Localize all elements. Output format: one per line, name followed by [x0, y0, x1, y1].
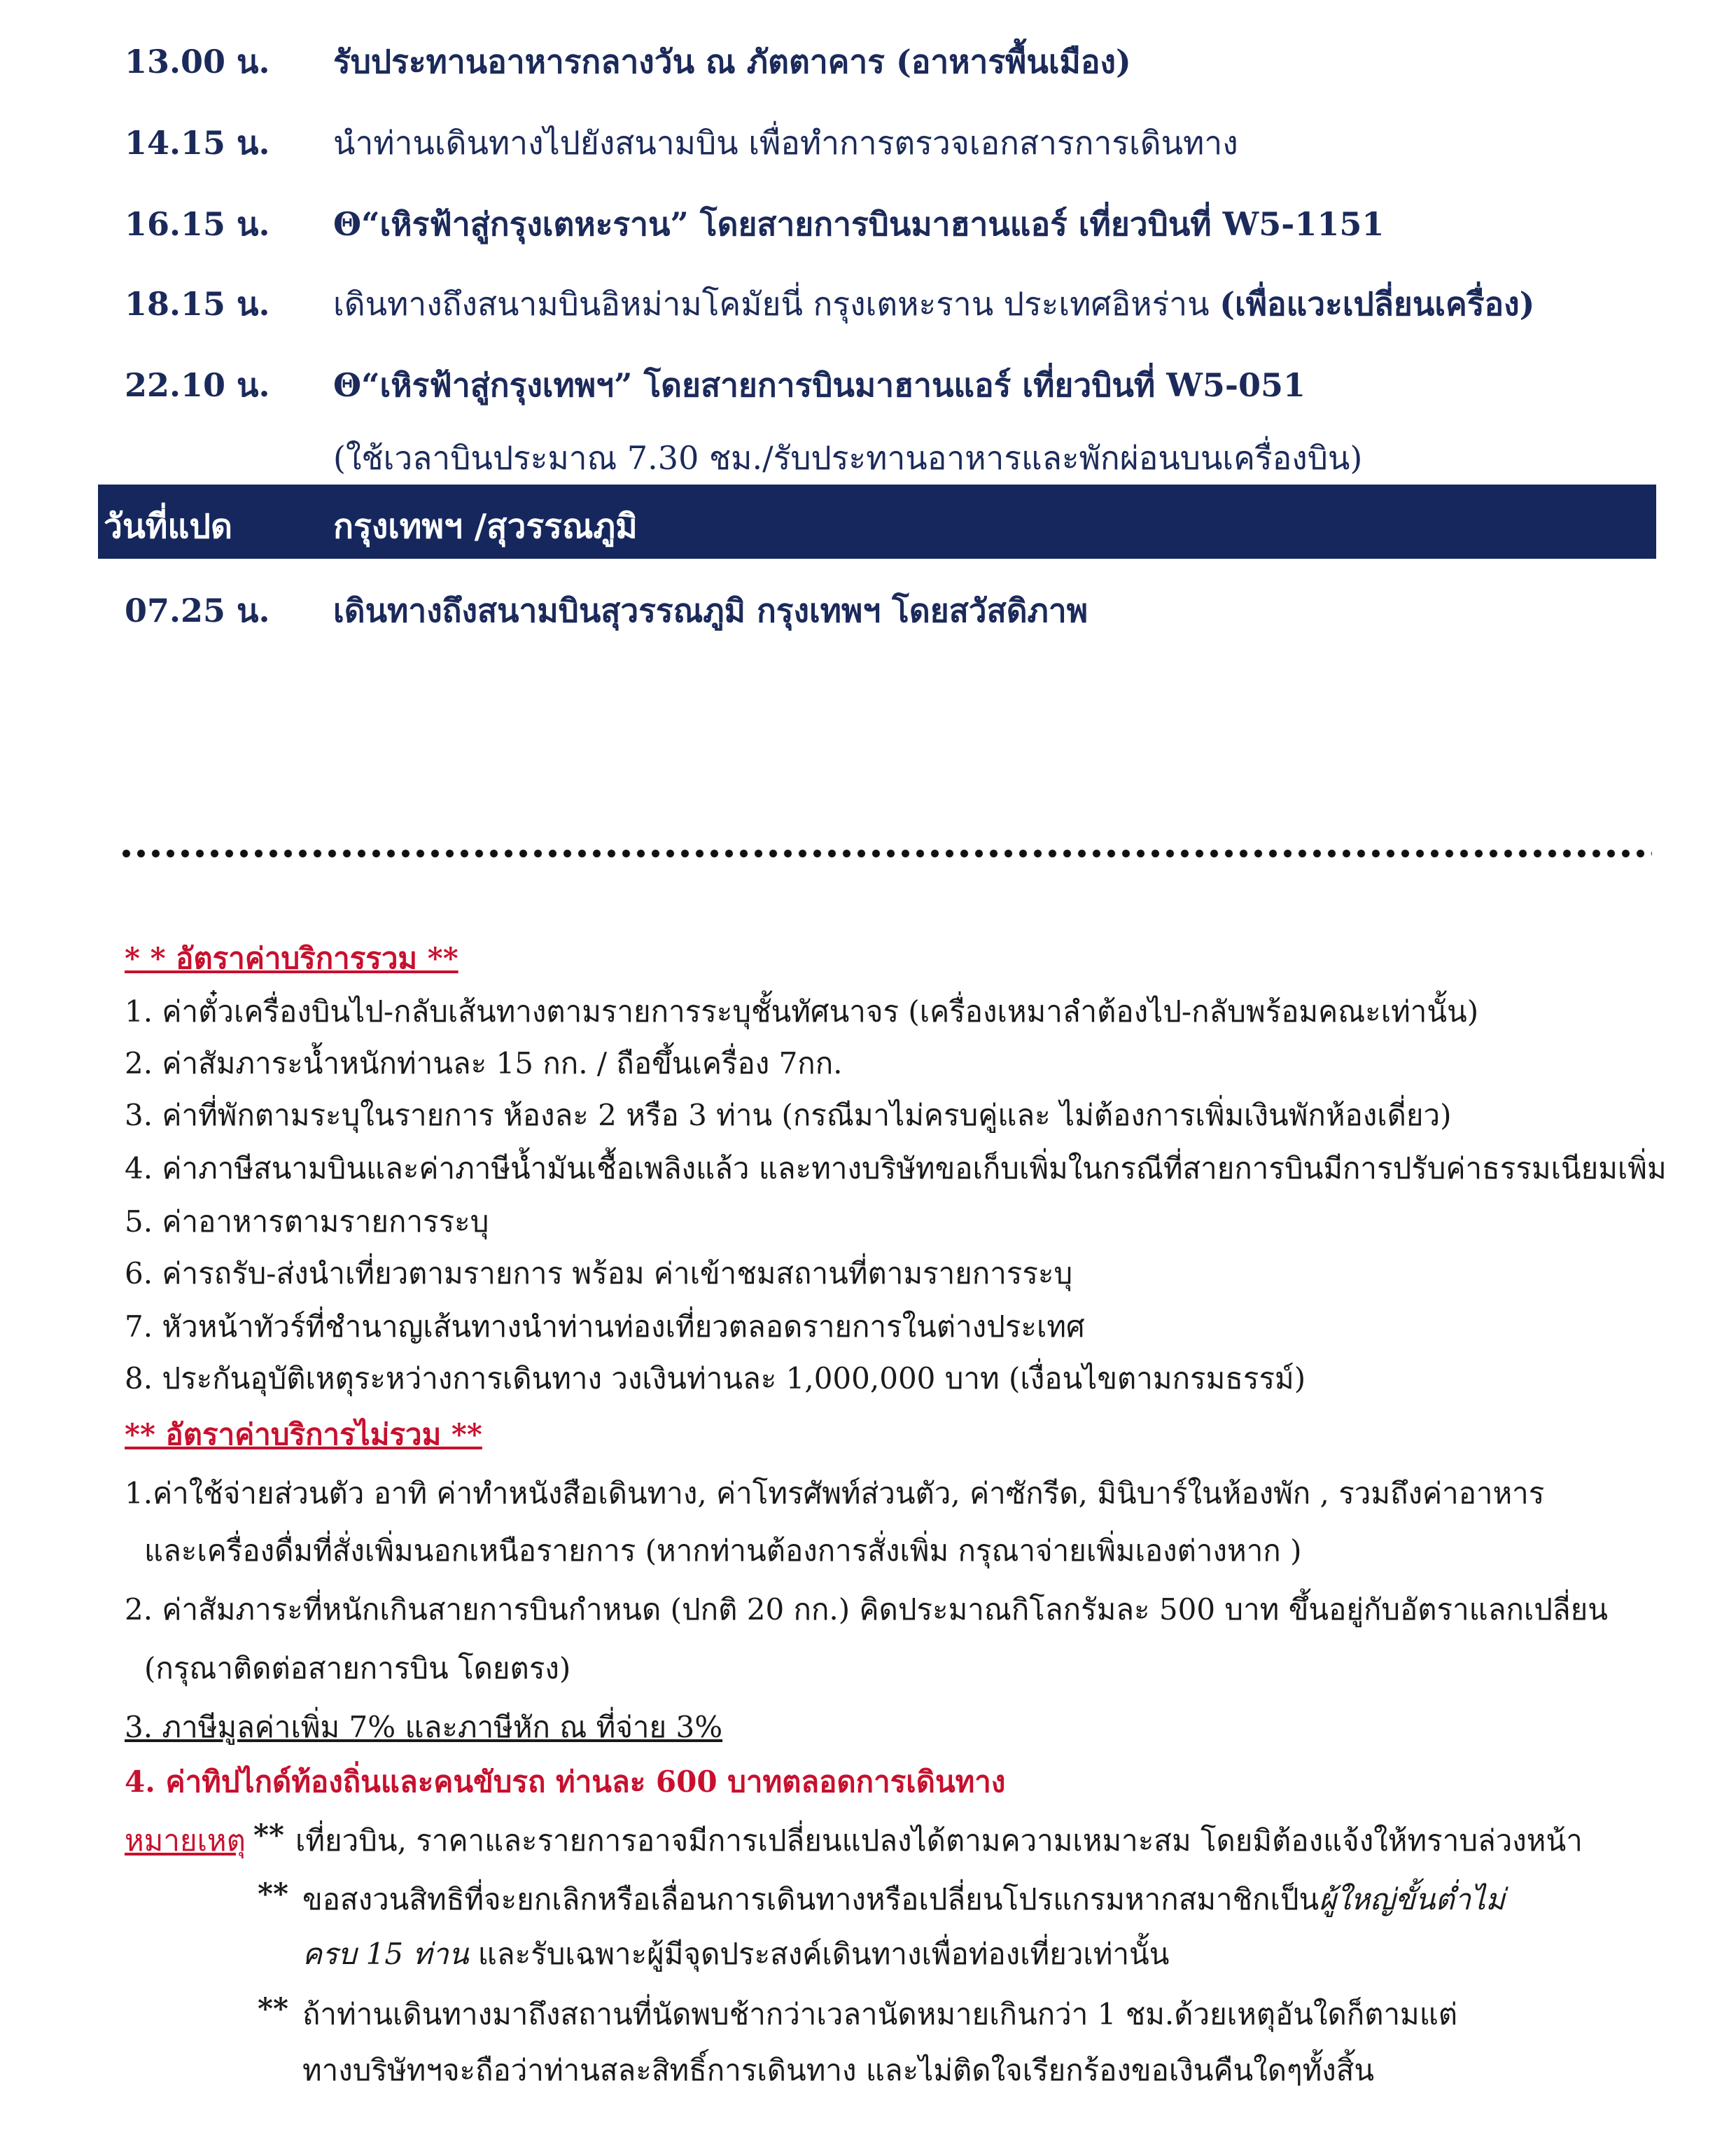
remark-2-line-2 [302, 1931, 1169, 1977]
time-1615: 16.15 น. [125, 205, 270, 243]
included-item-8: 8. ประกันอุบัติเหตุระหว่างการเดินทาง วงเงินท่านละ 1,000,000 บาท (เงื่อนไขตามกรมธรรม์) [125, 1361, 1306, 1395]
included-item-3: 3. ค่าที่พักตามระบุในรายการ ห้องละ 2 หรือ 3 ท่าน (กรณีมาไม่ครบคู่และ ไม่ต้องการเพิ่มเงินพักห้องเดี่ยว) [125, 1098, 1452, 1132]
itinerary-text-1415: นำท่านเดินทางไปยังสนามบิน เพื่อทำการตรวจเอกสารการเดินทาง [333, 124, 1238, 162]
plane-symbol-icon: Θ [333, 205, 362, 243]
remark-2-line-1 [302, 1877, 1505, 1923]
time-1815: 18.15 น. [125, 285, 270, 323]
dotted-divider [119, 846, 1652, 861]
transfer-note: (เพื่อแวะเปลี่ยนเครื่อง) [1219, 285, 1535, 323]
day-label: วันที่แปด [104, 507, 232, 546]
remark-2-rest: และรับเฉพาะผู้มีจุดประสงค์เดินทางเพื่อท่องเที่ยวเท่านั้น [468, 1937, 1170, 1971]
itinerary-text-2210 [333, 360, 1306, 411]
time-0725: 07.25 น. [125, 592, 270, 629]
remark-2-text: ขอสงวนสิทธิที่จะยกเลิกหรือเลื่อนการเดินทางหรือเปลี่ยนโปรแกรมหากสมาชิกเป็น [302, 1882, 1320, 1916]
flight-text: “เหิรฟ้าสู่กรุงเทพฯ” โดยสายการบินมาฮานแอร์ เที่ยวบินที่ W5-051 [361, 366, 1306, 404]
flight-duration-note: (ใช้เวลาบินประมาณ 7.30 ชม./รับประทานอาหารและพักผ่อนบนเครื่องบิน) [333, 439, 1363, 477]
plane-symbol-icon: Θ [333, 366, 362, 404]
arrival-tehran-text: เดินทางถึงสนามบินอิหม่ามโคมัยนี่ กรุงเตหะราน ประเทศอิหร่าน [333, 285, 1210, 323]
time-1415: 14.15 น. [125, 124, 270, 162]
included-item-6: 6. ค่ารถรับ-ส่งนำเที่ยวตามรายการ พร้อม ค่าเข้าชมสถานที่ตามรายการระบุ [125, 1256, 1073, 1290]
remark-2-italic-b: ครบ 15 ท่าน [302, 1937, 469, 1971]
included-item-1: 1. ค่าตั๋วเครื่องบินไป-กลับเส้นทางตามรายการระบุชั้นทัศนาจร (เครื่องเหมาลำต้องไป-กลับพร้อมคณะเท่านั้น) [125, 994, 1479, 1029]
flight-text: “เหิรฟ้าสู่กรุงเตหะราน” โดยสายการบินมาฮานแอร์ เที่ยวบินที่ W5-1151 [361, 205, 1385, 243]
excluded-item-2-line-1: 2. ค่าสัมภาระที่หนักเกินสายการบินกำหนด (ปกติ 20 กก.) คิดประมาณกิโลกรัมละ 500 บาท ขึ้นอยู่กับอัตราแลกเปลี่ยน [125, 1592, 1608, 1627]
included-item-4: 4. ค่าภาษีสนามบินและค่าภาษีน้ำมันเชื้อเพลิงแล้ว และทางบริษัทขอเก็บเพิ่มในกรณีที่สายการบินมีการปรับค่าธรรมเนียมเพิ่ม [125, 1151, 1667, 1185]
included-item-5: 5. ค่าอาหารตามรายการระบุ [125, 1204, 489, 1239]
excluded-item-3: 3. ภาษีมูลค่าเพิ่ม 7% และภาษีหัก ณ ที่จ่าย 3% [125, 1710, 723, 1744]
excluded-heading: ** อัตราค่าบริการไม่รวม ** [125, 1417, 482, 1452]
remark-3-stars: ** [258, 1991, 288, 2026]
included-item-2: 2. ค่าสัมภาระน้ำหนักท่านละ 15 กก. / ถือขึ้นเครื่อง 7กก. [125, 1046, 843, 1080]
excluded-item-4: 4. ค่าทิปไกด์ท้องถิ่นและคนขับรถ ท่านละ 600 บาทตลอดการเดินทาง [125, 1764, 1006, 1799]
time-2210: 22.10 น. [125, 366, 270, 404]
remarks-stars: ** [253, 1818, 284, 1852]
itinerary-text-1815 [333, 279, 1534, 330]
excluded-item-2-line-2: (กรุณาติดต่อสายการบิน โดยตรง) [144, 1651, 571, 1685]
remark-2-stars: ** [258, 1877, 288, 1911]
included-heading: * * อัตราค่าบริการรวม ** [125, 941, 458, 975]
remark-2-italic-a: ผู้ใหญ่ขั้นต่ำไม่ [1319, 1882, 1505, 1916]
arrival-text: เดินทางถึงสนามบินสุวรรณภูมิ กรุงเทพฯ โดยสวัสดิภาพ [333, 592, 1088, 629]
remark-1: เที่ยวบิน, ราคาและรายการอาจมีการเปลี่ยนแปลงได้ตามความเหมาะสม โดยมิต้องแจ้งให้ทราบล่วงหน้า [295, 1823, 1583, 1858]
remark-3-line-1: ถ้าท่านเดินทางมาถึงสถานที่นัดพบช้ากว่าเวลานัดหมายเกินกว่า 1 ชม.ด้วยเหตุอันใดก็ตามแต่ [302, 1997, 1458, 2031]
included-item-7: 7. หัวหน้าทัวร์ที่ชำนาญเส้นทางนำท่านท่องเที่ยวตลอดรายการในต่างประเทศ [125, 1309, 1085, 1344]
excluded-item-1-line-1: 1.ค่าใช้จ่ายส่วนตัว อาทิ ค่าทำหนังสือเดินทาง, ค่าโทรศัพท์ส่วนตัว, ค่าซักรีด, มินิบาร์ในห้องพัก , รวมถึงค่าอาหาร [125, 1476, 1545, 1510]
itinerary-text-1615 [333, 199, 1384, 250]
excluded-item-1-line-2: และเครื่องดื่มที่สั่งเพิ่มนอกเหนือรายการ (หากท่านต้องการสั่งเพิ่ม กรุณาจ่ายเพิ่มเองต่างหาก ) [144, 1533, 1302, 1568]
remark-3-line-2: ทางบริษัทฯจะถือว่าท่านสละสิทธิ์การเดินทาง และไม่ติดใจเรียกร้องขอเงินคืนใดๆทั้งสิ้น [302, 2053, 1375, 2087]
remarks-label: หมายเหตุ [125, 1823, 246, 1858]
itinerary-text-1300: รับประทานอาหารกลางวัน ณ ภัตตาคาร (อาหารพื้นเมือง) [333, 43, 1131, 81]
day-place: กรุงเทพฯ /สุวรรณภูมิ [333, 507, 638, 546]
day-header-bar [98, 485, 1656, 559]
time-1300: 13.00 น. [125, 43, 270, 81]
